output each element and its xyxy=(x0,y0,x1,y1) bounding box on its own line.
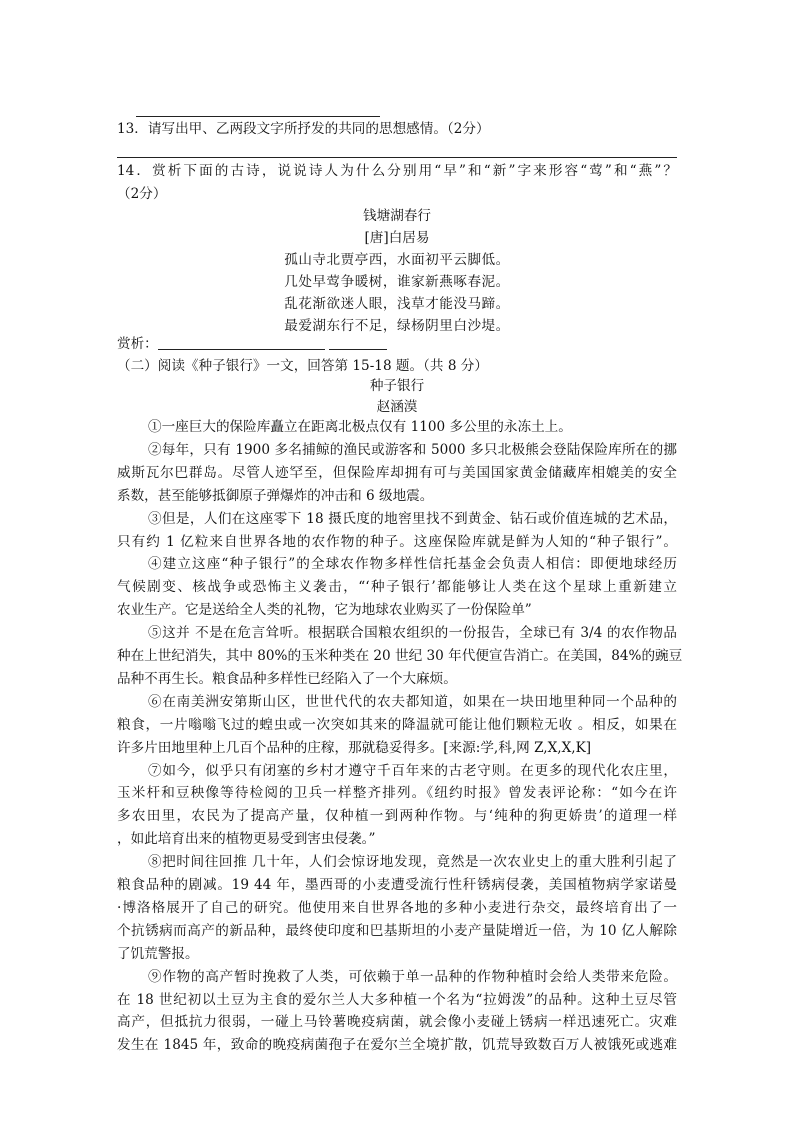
paragraph-line: 玉米杆和豆秧像等待检阅的卫兵一样整齐排列。《纽约时报》曾发表评论称：“如今在许 xyxy=(117,785,677,802)
appreciation-answer xyxy=(117,335,387,353)
paragraph-line: 粮食，一片嗡嗡飞过的蝗虫或一次突如其来的降温就可能让他们颗粒无收 。相反，如果在 xyxy=(117,716,677,733)
paragraph-line: 了饥荒警报。 xyxy=(117,945,199,962)
paragraph-line: 品种不再生长。粮食品种多样性已经陷入了一个大麻烦。 xyxy=(117,670,457,687)
paragraph-first-line: ③但是，人们在这座零下 18 摄氏度的地窖里找不到黄金、钻石或价值连城的艺术品， xyxy=(148,510,677,527)
answer-blank[interactable] xyxy=(329,335,387,350)
poem-line: 孤山寺北贾亭西，水面初平云脚低。 xyxy=(284,252,510,268)
paragraph-line: 种在上世纪消失，其中 80%的玉米种类在 20 世纪 30 年代便宣告消亡。在美国，84%的豌豆 xyxy=(117,648,683,664)
question-14-line-1: 14．赏析下面的古诗，说说诗人为什么分别用“早”和“新”字来形容“莺”和“燕”？ xyxy=(117,163,677,179)
paragraph-line: 许多片田地里种上几百个品种的庄稼，那就稳妥得多。[来源:学,科,网 Z,X,X,K] xyxy=(117,739,592,756)
question-13: 13．请写出甲、乙两段文字所抒发的共同的思想感情。（2分） xyxy=(117,121,490,137)
paragraph-line: 多农田里，农民为了提高产量，仅种植一到两种作物。与‘纯种的狗更娇贵’的道理一样 xyxy=(117,808,677,825)
question-14-line-2: （2分） xyxy=(117,186,167,202)
poem-line: 乱花渐欲迷人眼，浅草才能没马蹄。 xyxy=(284,296,510,312)
answer-line-q13 xyxy=(117,157,677,158)
poem-line: 几处早莺争暖树，谁家新燕啄春泥。 xyxy=(284,274,510,290)
paragraph-line: ，如此培育出来的植物更易受到害虫侵袭。” xyxy=(117,831,376,848)
paragraph-first-line: ④建立这座“种子银行”的全球农作物多样性信托基金会负责人相信：即便地球经历 xyxy=(148,556,677,573)
answer-line-q12 xyxy=(136,116,380,117)
poem-author: [唐]白居易 xyxy=(364,230,430,246)
article-title: 种子银行 xyxy=(369,378,425,394)
section-2-intro: （二）阅读《种子银行》一文，回答第 15-18 题。（共 8 分） xyxy=(117,358,488,374)
paragraph-first-line: ⑥在南美洲安第斯山区，世世代代的农夫都知道，如果在一块田地里种同一个品种的 xyxy=(148,693,677,710)
paragraph-line: 只有约 1 亿粒来自世界各地的农作物的种子。这座保险库就是鲜为人知的“种子银行”。 xyxy=(117,533,677,550)
answer-blank[interactable] xyxy=(158,335,325,350)
paragraph-line: 个抗锈病而高产的新品种，最终使印度和巴基斯坦的小麦产量陡增近一倍，为 10 亿人解除 xyxy=(117,922,677,939)
paragraph-first-line: ⑦如今，似乎只有闭塞的乡村才遵守千百年来的古老守则。在更多的现代化农庄里， xyxy=(148,762,677,779)
paragraph-first-line: ②每年，只有 1900 多名捕鲸的渔民或游客和 5000 多只北极熊会登陆保险库所在的挪 xyxy=(148,441,677,458)
paragraph-line: ·博洛格展开了自己的研究。他使用来自世界各地的多种小麦进行杂交，最终培育出了一 xyxy=(117,899,677,916)
article-author: 赵涵漠 xyxy=(376,399,418,415)
paragraph-line: 高产，但抵抗力很弱，一碰上马铃薯晚疫病菌，就会像小麦碰上锈病一样迅速死亡。灾难 xyxy=(117,1014,677,1031)
paragraph-line: 农业生产。它是送给全人类的礼物，它为地球农业购买了一份保险单” xyxy=(117,602,532,619)
poem-title: 钱塘湖春行 xyxy=(363,208,431,224)
paragraph-first-line: ①一座巨大的保险库矗立在距离北极点仅有 1100 多公里的永冻土上。 xyxy=(148,419,572,435)
poem-line: 最爱湖东行不足，绿杨阴里白沙堤。 xyxy=(284,318,510,334)
paragraph-line: 粮食品种的剧减。19 44 年，墨西哥的小麦遭受流行性秆锈病侵袭，美国植物病学家诺曼 xyxy=(117,877,677,893)
appreciation-label: 赏析： xyxy=(117,336,158,352)
paragraph-line: 气候剧变、核战争或恐怖主义袭击，“‘种子银行’都能够让人类在这个星球上重新建立 xyxy=(117,579,677,596)
paragraph-first-line: ⑧把时间往回推 几十年，人们会惊讶地发现，竟然是一次农业史上的重大胜利引起了 xyxy=(148,854,677,871)
paragraph-line: 系数，甚至能够抵御原子弹爆炸的冲击和 6 级地震。 xyxy=(117,487,434,504)
paragraph-line: 发生在 1845 年，致命的晚疫病菌孢子在爱尔兰全境扩散，饥荒导致数百万人被饿死或逃难 xyxy=(117,1037,677,1054)
paragraph-line: 威斯瓦尔巴群岛。尽管人迹罕至，但保险库却拥有可与美国国家黄金储藏库相媲美的安全 xyxy=(117,464,677,481)
paragraph-line: 在 18 世纪初以土豆为主食的爱尔兰人大多种植一个名为“拉姆泼”的品种。这种土豆尽管 xyxy=(117,991,677,1008)
paragraph-first-line: ⑨作物的高产暂时挽救了人类，可依赖于单一品种的作物种植时会给人类带来危险。 xyxy=(148,968,677,985)
paragraph-first-line: ⑤这并 不是在危言耸听。根据联合国粮农组织的一份报告，全球已有 3/4 的农作物品 xyxy=(148,625,677,642)
